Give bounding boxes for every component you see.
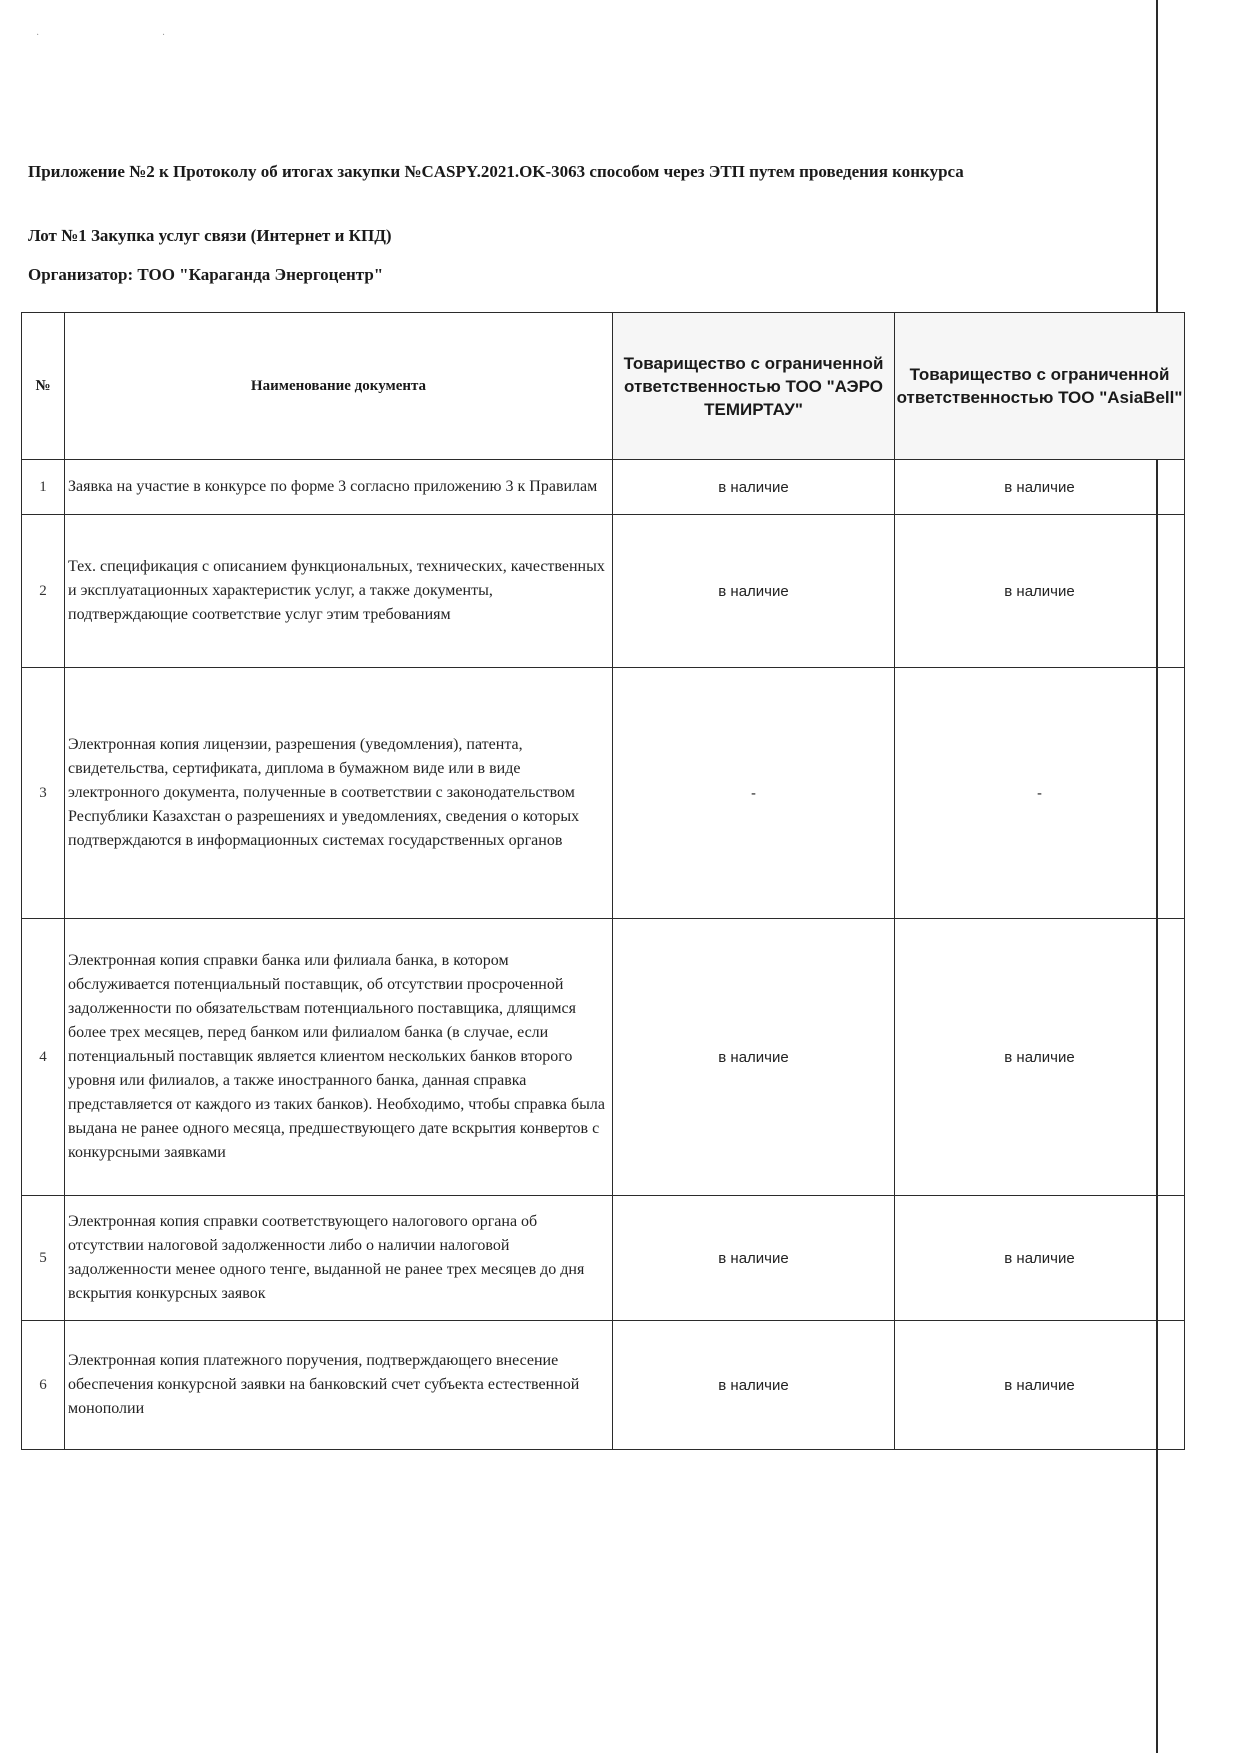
document-name-cell: Тех. спецификация с описанием функциональных, технических, качественных и эксплуатационных характеристик услуг, а также документы, подтверждающие соответствие услуг этим требованиям	[65, 515, 613, 668]
supplier-2-status: в наличие	[895, 515, 1185, 668]
organizer-line: Организатор: ТОО "Караганда Энергоцентр"	[28, 265, 384, 284]
column-header-number: №	[22, 313, 65, 460]
supplier-2-status: -	[895, 668, 1185, 919]
row-number: 3	[22, 668, 65, 919]
table-row	[22, 919, 1185, 1196]
supplier-1-status: в наличие	[613, 515, 895, 668]
row-number: 2	[22, 515, 65, 668]
table-row	[22, 668, 1185, 919]
document-name-cell: Электронная копия платежного поручения, подтверждающего внесение обеспечения конкурсной заявки на банковский счет субъекта естественной монополии	[65, 1321, 613, 1450]
supplier-1-status: в наличие	[613, 919, 895, 1196]
scan-artifact: · ·	[36, 30, 226, 41]
supplier-1-status: в наличие	[613, 460, 895, 515]
supplier-2-status: в наличие	[895, 919, 1185, 1196]
column-header-supplier-1: Товарищество с ограниченной ответственностью ТОО "АЭРО ТЕМИРТАУ"	[613, 313, 895, 460]
lot-title: Лот №1 Закупка услуг связи (Интернет и КПД)	[28, 226, 392, 245]
column-header-supplier-2: Товарищество с ограниченной ответственностью ТОО "AsiaBell"	[895, 313, 1185, 460]
table-row	[22, 515, 1185, 668]
row-number: 6	[22, 1321, 65, 1450]
document-name-cell: Электронная копия справки соответствующего налогового органа об отсутствии налоговой задолженности либо о наличии налоговой задолженности менее одного тенге, выданной не ранее трех месяцев до дня вскрытия конкурсных заявок	[65, 1196, 613, 1321]
appendix-title: Приложение №2 к Протоколу об итогах закупки №CASPY.2021.OK-3063 способом через ЭТП путем проведения конкурса	[28, 162, 964, 181]
row-number: 4	[22, 919, 65, 1196]
supplier-2-status: в наличие	[895, 460, 1185, 515]
document-name-cell: Заявка на участие в конкурсе по форме 3 согласно приложению 3 к Правилам	[65, 460, 613, 515]
document-name-cell: Электронная копия справки банка или филиала банка, в котором обслуживается потенциальный поставщик, об отсутствии просроченной задолженности по обязательствам потенциального поставщика, длящимся более трех месяцев, перед банком или филиалом банка (в случае, если потенциальный поставщик является клиентом нескольких банков второго уровня или филиалов, а также иностранного банка, данная справка представляется от каждого из таких банков). Необходимо, чтобы справка была выдана не ранее одного месяца, предшествующего дате вскрытия конвертов с конкурсными заявками	[65, 919, 613, 1196]
table-row	[22, 1196, 1185, 1321]
supplier-2-status: в наличие	[895, 1321, 1185, 1450]
table-row	[22, 1321, 1185, 1450]
supplier-2-status: в наличие	[895, 1196, 1185, 1321]
supplier-1-status: в наличие	[613, 1196, 895, 1321]
supplier-1-status: -	[613, 668, 895, 919]
column-header-document-name: Наименование документа	[65, 313, 613, 460]
table-row	[22, 460, 1185, 515]
row-number: 5	[22, 1196, 65, 1321]
table-header-row	[22, 313, 1185, 460]
row-number: 1	[22, 460, 65, 515]
supplier-1-status: в наличие	[613, 1321, 895, 1450]
documents-table	[21, 312, 1185, 1450]
document-name-cell: Электронная копия лицензии, разрешения (уведомления), патента, свидетельства, сертификата, диплома в бумажном виде или в виде электронного документа, полученные в соответствии с законодательством Республики Казахстан о разрешениях и уведомлениях, сведения о которых подтверждаются в информационных системах государственных органов	[65, 668, 613, 919]
